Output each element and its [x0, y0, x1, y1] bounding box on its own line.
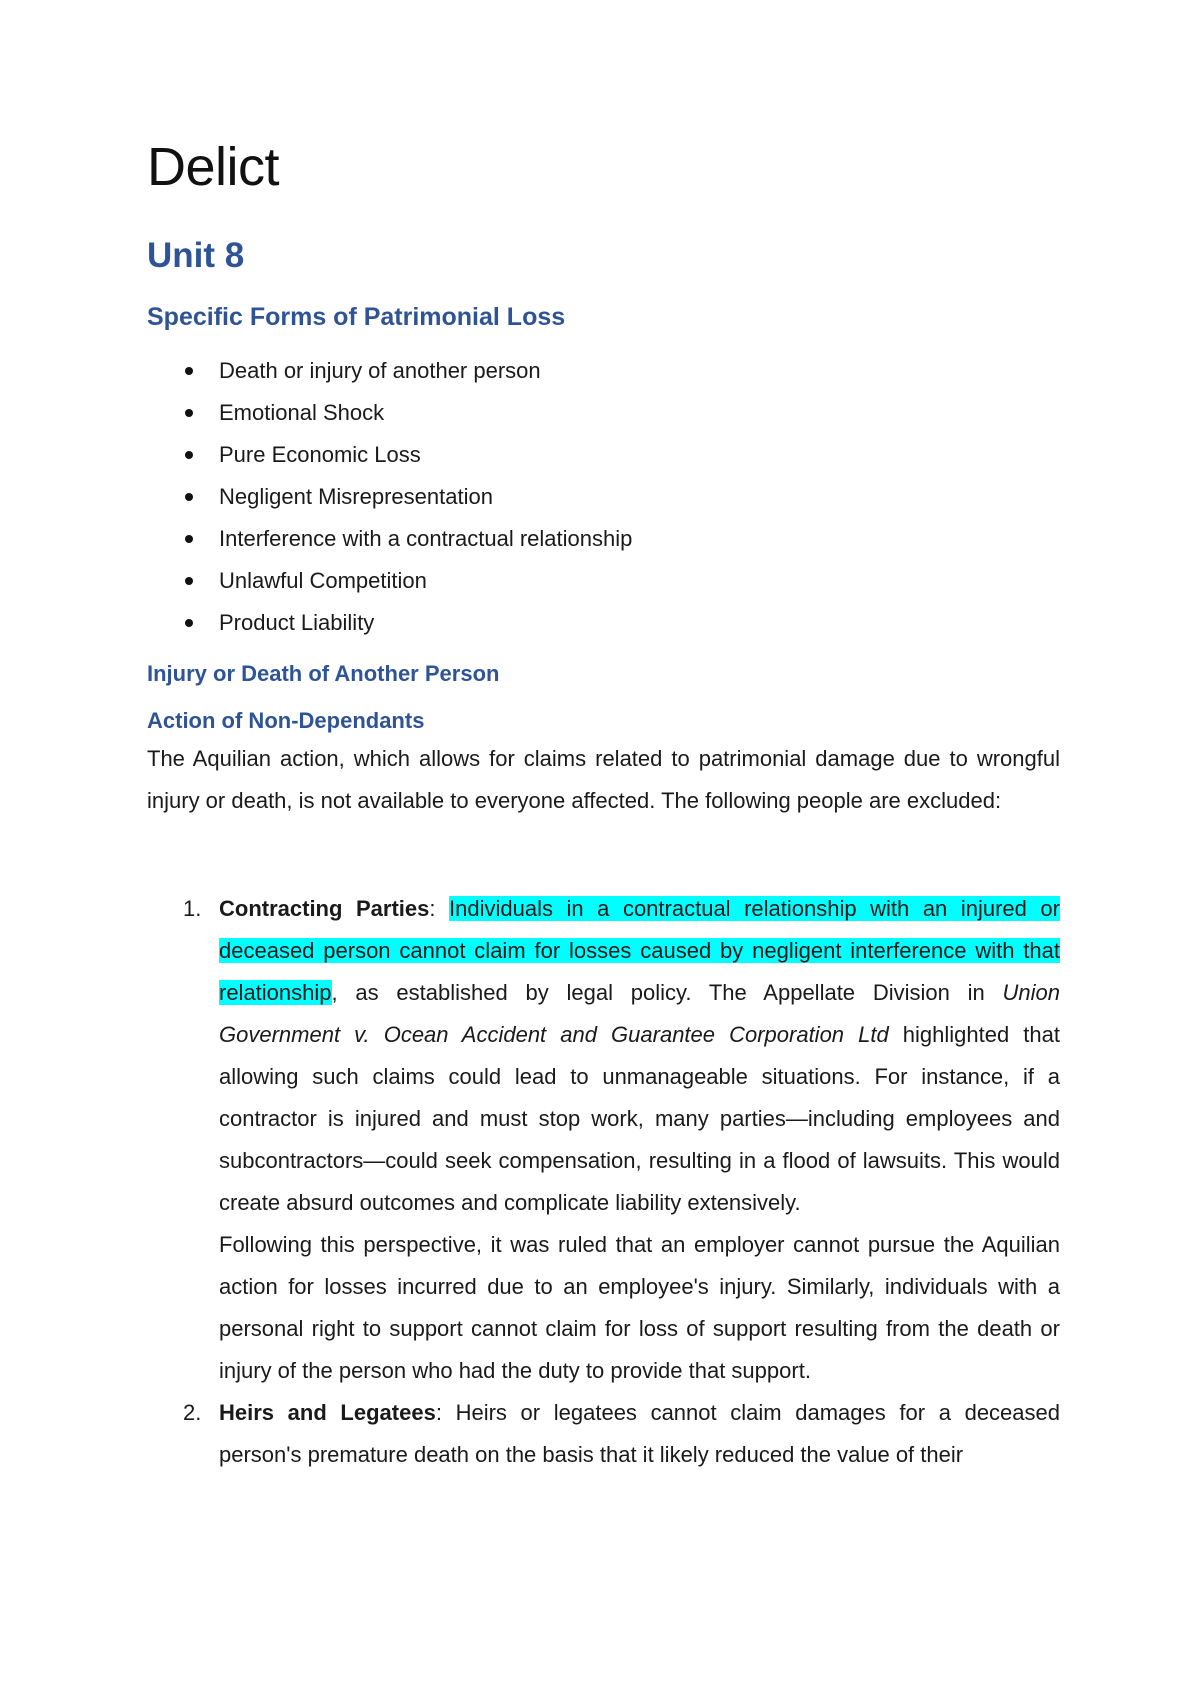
numbered-item-contracting-parties — [147, 888, 1060, 1392]
document-page — [147, 137, 1061, 1467]
term-separator: : — [429, 896, 450, 921]
excluded-parties-list — [147, 888, 1060, 1476]
term-separator: : — [435, 1400, 456, 1425]
section-heading: Specific Forms of Patrimonial Loss — [147, 303, 566, 331]
item-body-text: Heirs or legatees cannot claim damages for a deceased person's premature death on the basis that it likely reduced the value of their — [219, 1400, 1060, 1467]
list-item: Negligent Misrepresentation — [147, 476, 632, 518]
item-term: Contracting Parties — [219, 896, 430, 921]
item-second-paragraph: Following this perspective, it was ruled that an employer cannot pursue the Aquilian action for losses incurred due to an employee's injury. Similarly, individuals with a personal right to support cannot claim for loss of support resulting from the death or injury of the person who had the duty to provide that support. — [219, 1232, 1060, 1383]
subheading-non-dependants: Action of Non-Dependants — [147, 708, 425, 733]
item-number: 1. — [183, 896, 202, 921]
item-paragraph — [219, 888, 1060, 1224]
intro-paragraph: The Aquilian action, which allows for claims related to patrimonial damage due to wrongful injury or death, is not available to everyone affected. The following people are excluded: — [147, 746, 1060, 813]
list-item: Death or injury of another person — [147, 350, 632, 392]
case-name: Union Government v. Ocean Accident and Guarantee Corporation Ltd — [219, 980, 1060, 1047]
subheading-injury-death: Injury or Death of Another Person — [147, 661, 500, 686]
document-title: Delict — [147, 137, 280, 197]
numbered-item-heirs-legatees — [147, 1392, 1060, 1476]
loss-forms-list — [147, 350, 632, 644]
item-number: 2. — [183, 1400, 202, 1425]
list-item: Interference with a contractual relationship — [147, 518, 632, 560]
text-after-highlight: , as established by legal policy. The Appellate Division in — [331, 980, 1003, 1005]
item-body-text: highlighted that allowing such claims could lead to unmanageable situations. For instance, if a contractor is injured and must stop work, many parties—including employees and subcontractors—could seek compensation, resulting in a flood of lawsuits. This would create absurd outcomes and complicate liability extensively. — [219, 1022, 1061, 1215]
highlighted-text: Individuals in a contractual relationship with an injured or deceased person cannot claim for losses caused by negligent interference with that relationship — [219, 896, 1060, 1005]
list-item: Emotional Shock — [147, 392, 632, 434]
item-paragraph — [219, 1392, 1060, 1476]
list-item: Unlawful Competition — [147, 560, 632, 602]
unit-heading: Unit 8 — [147, 236, 245, 275]
item-term: Heirs and Legatees — [219, 1400, 436, 1425]
list-item: Product Liability — [147, 602, 632, 644]
list-item: Pure Economic Loss — [147, 434, 632, 476]
